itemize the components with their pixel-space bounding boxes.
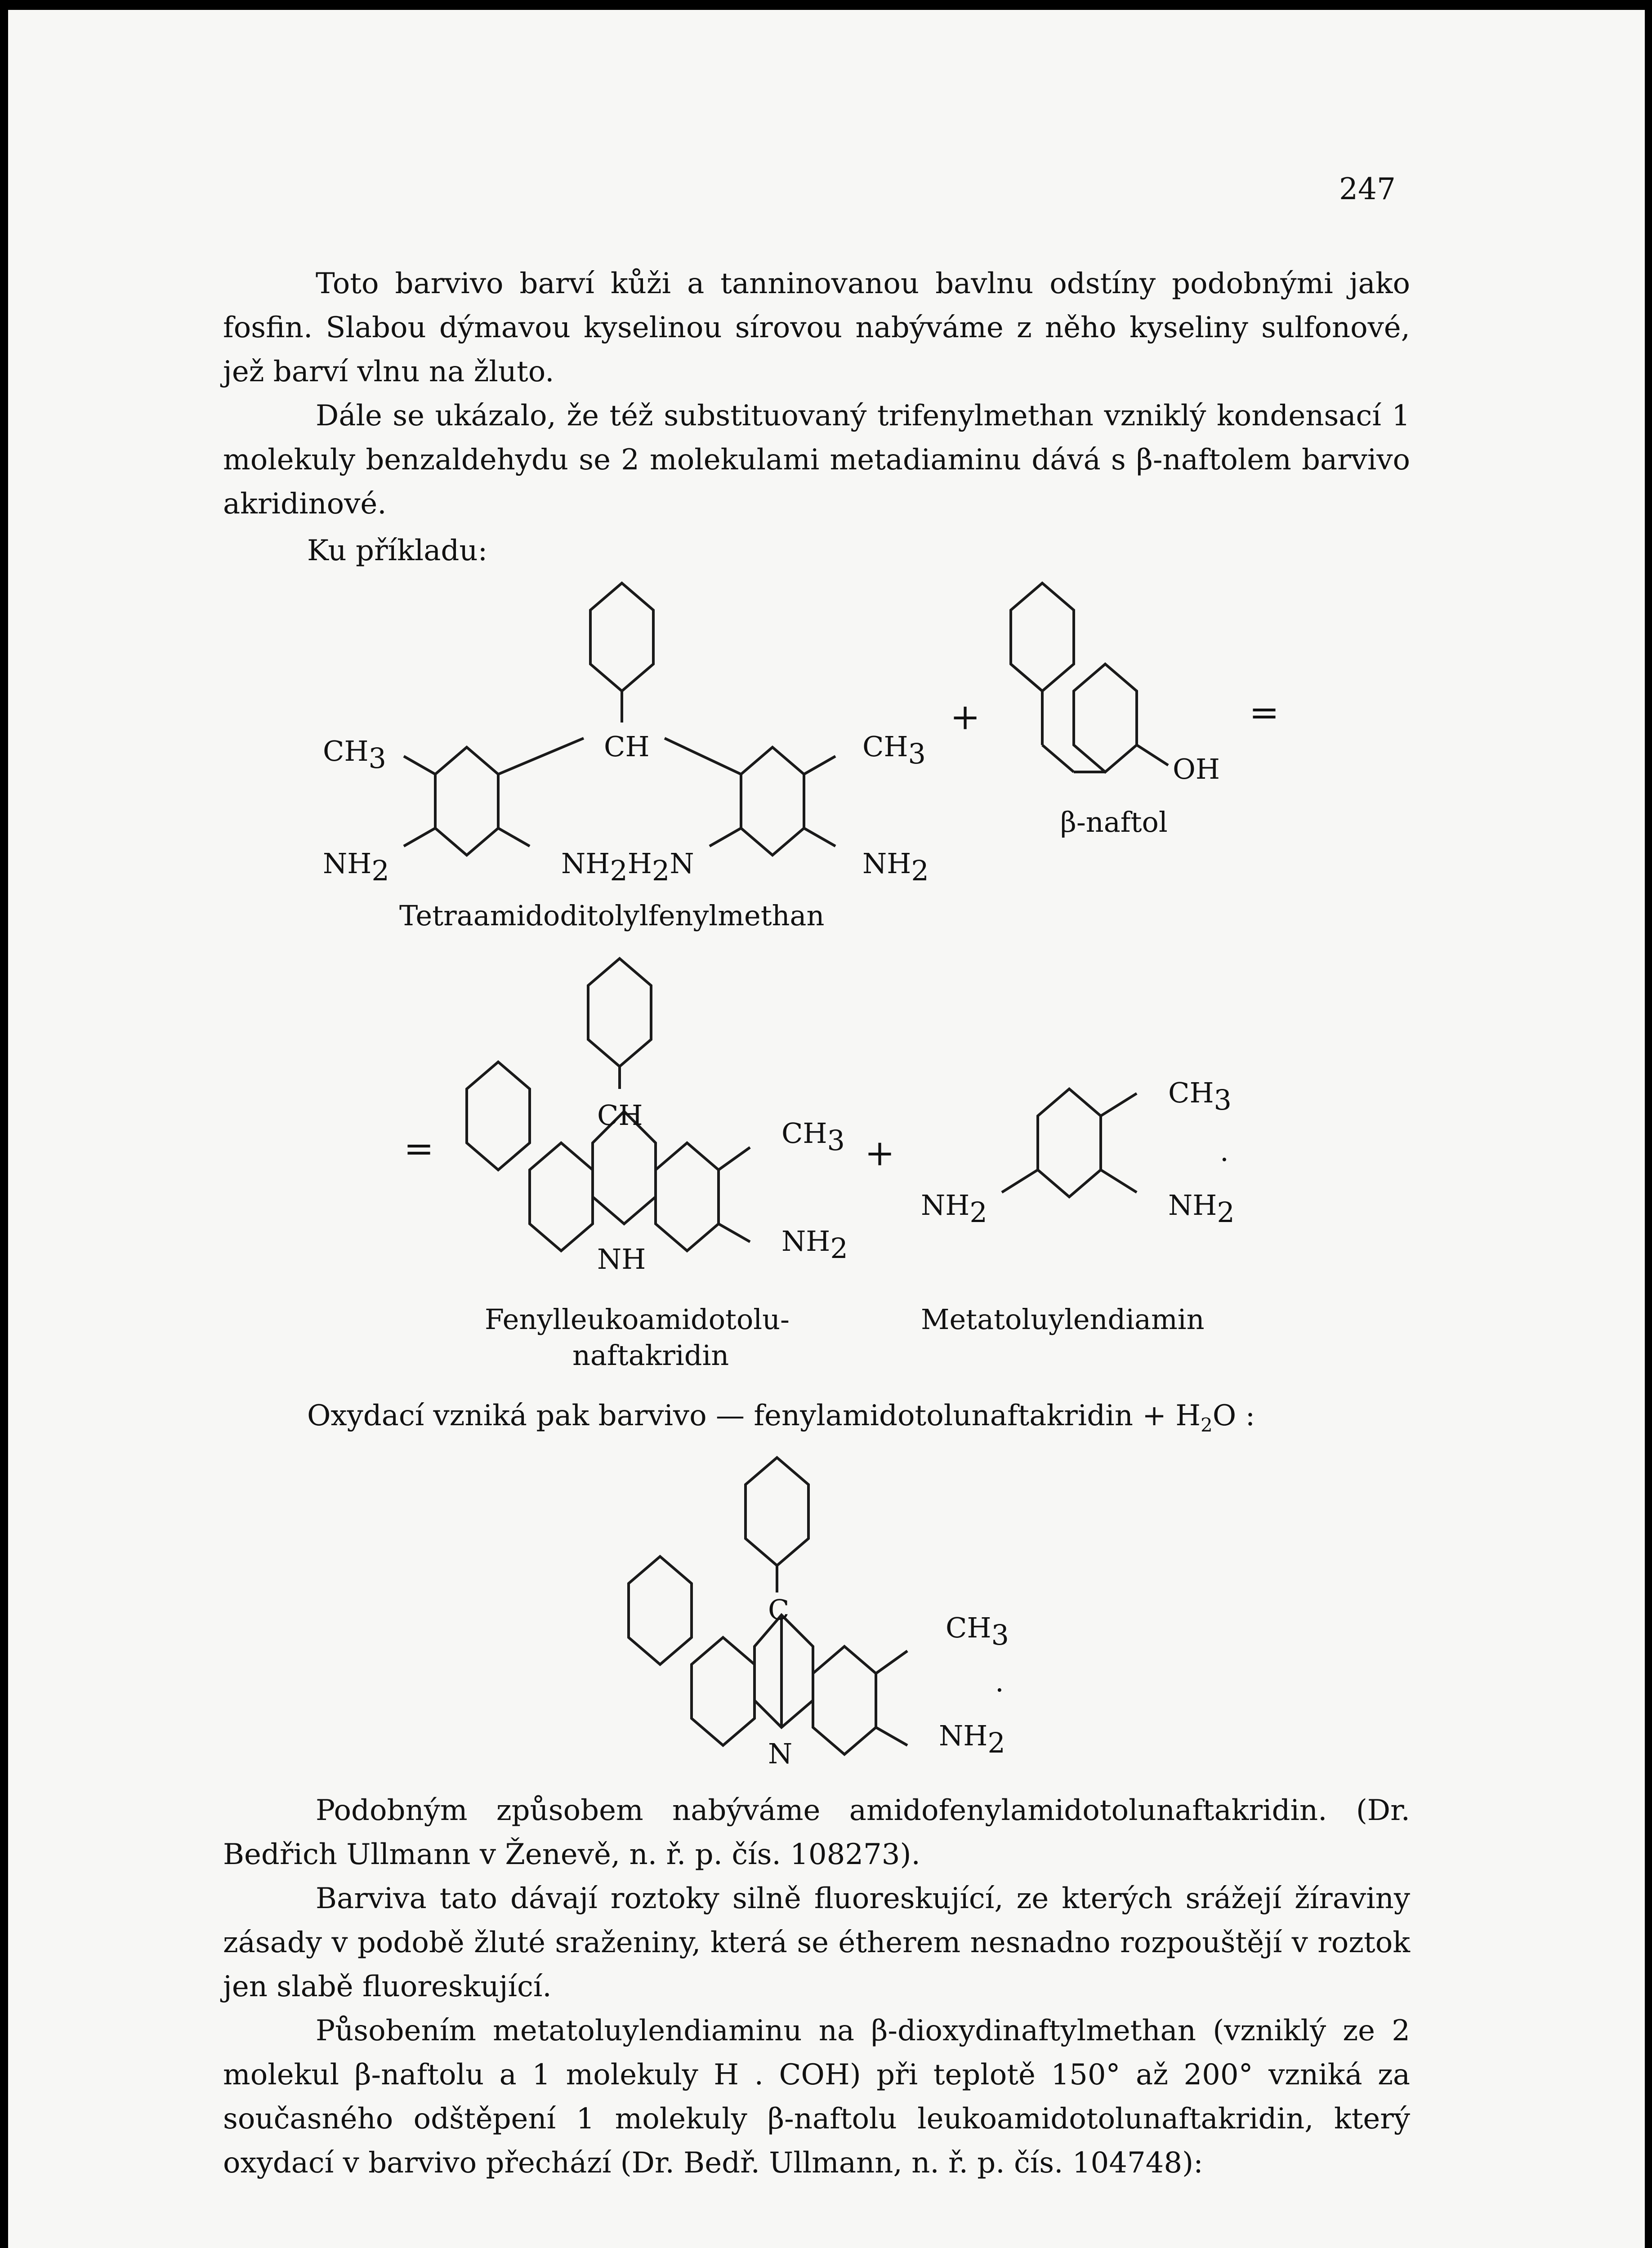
equals-sign: = [404,1128,434,1169]
atom-label: . [1220,1135,1229,1168]
atom-label: NH [597,1243,646,1276]
atom-label: NH2 [781,1225,848,1265]
benzene-ring [692,1637,755,1745]
paragraph: Působením metatoluylendiaminu na β-dioxydinaftylmethan (vzniklý ze 2 molekul β-naftolu a 1 molekuly H . COH) při teplotě 150° až 200° vzniká za současného odštěpení 1 molekuly β-naftolu leukoamidotolunaftakridin, který oxydací v barvivo přechází (Dr. Bedř. Ullmann, n. ř. p. čís. 104748): [223,2014,1410,2180]
atom-label: CH3 [323,735,386,775]
oxidation-line: Oxydací vzniká pak barvivo — fenylamidotolunaftakridin + $H_2O$ : [307,1399,1255,1436]
bond [876,1651,907,1673]
atom-label: NH2H2N [561,847,694,887]
benzene-ring [813,1646,876,1754]
atom-label: NH2 [921,1189,987,1229]
atom-label: CH [604,730,650,763]
benzene-ring [746,1458,808,1566]
atom-label: . [995,1665,1004,1698]
compound-label-right: Metatoluylendiamin [921,1303,1205,1336]
atom-label: OH [1173,753,1220,785]
atom-label: CH [597,1099,643,1132]
bond [876,1727,907,1745]
compound-label: Tetraamidoditolylfenylmethan [399,899,825,932]
atom-label: CH3 [781,1117,845,1157]
atom-label: NH2 [862,847,929,887]
compound-label-left-2: naftakridin [572,1339,729,1372]
acridine-ring [755,1615,813,1727]
plus-sign: + [865,1132,895,1174]
book-page [8,10,1645,2248]
atom-label: NH2 [1168,1189,1235,1229]
naphthol-label: β-naftol [1060,806,1168,839]
atom-label: CH3 [1168,1076,1232,1116]
paragraph: Dále se ukázalo, že též substituovaný trifenylmethan vzniklý kondensací 1 molekuly benzaldehydu se 2 molekulami metadiaminu dává s β-naftolem barvivo akridinové. [223,399,1410,521]
paragraph: Podobným způsobem nabýváme amidofenylamidotolunaftakridin. (Dr. Bedřich Ullmann v Ženevě, n. ř. p. čís. 108273). [223,1794,1410,1871]
atom-label: N [768,1737,793,1770]
page-number: 247 [1339,172,1396,206]
atom-label: CH3 [862,730,926,770]
example-intro: Ku příkladu: [307,534,488,567]
compound-label-left: Fenylleukoamidotolu- [485,1303,790,1336]
equals-sign: = [1249,691,1280,733]
paragraph: Toto barvivo barví kůži a tanninovanou bavlnu odstíny podobnými jako fosfin. Slabou dýmavou kyselinou sírovou nabýváme z něho kyseliny sulfonové, jež barví vlnu na žluto. [223,267,1410,388]
plus-sign: + [950,696,981,738]
atom-label: NH2 [323,847,389,887]
bottom-text-block [223,1789,1410,2185]
benzene-ring [629,1557,692,1664]
atom-label: NH2 [939,1719,1005,1759]
paragraph: Barviva tato dávají roztoky silně fluoreskující, ze kterých srážejí žíraviny zásady v podobě žluté sraženiny, která se étherem nesnadno rozpouštějí v roztok jen slabě fluoreskující. [223,1882,1410,2003]
atom-label: CH3 [946,1611,1009,1651]
atom-label: C [768,1593,790,1626]
